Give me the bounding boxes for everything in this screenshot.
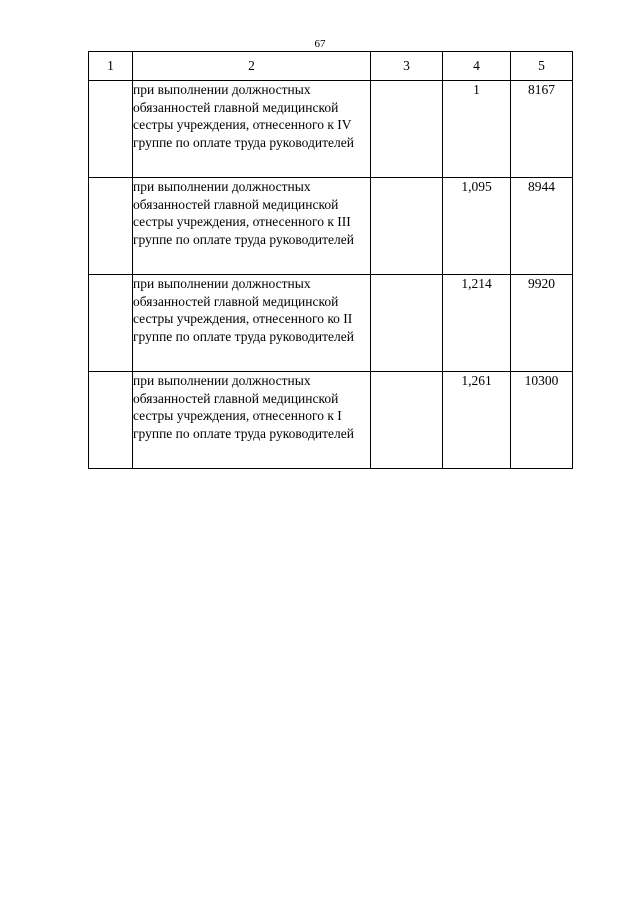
coefficient-cell: 1,261 bbox=[443, 372, 511, 469]
empty-cell bbox=[371, 178, 443, 275]
row-number-cell bbox=[89, 275, 133, 372]
description-cell: при выполнении должностных обязанностей главной медицинской сестры учреждения, отнесенного к IV группе по оплате труда руководителей bbox=[133, 81, 371, 178]
description-cell: при выполнении должностных обязанностей главной медицинской сестры учреждения, отнесенного ко II группе по оплате труда руководителей bbox=[133, 275, 371, 372]
coefficient-cell: 1,095 bbox=[443, 178, 511, 275]
coefficient-cell: 1 bbox=[443, 81, 511, 178]
table-row bbox=[89, 178, 573, 275]
row-number-cell bbox=[89, 372, 133, 469]
row-number-cell bbox=[89, 81, 133, 178]
empty-cell bbox=[371, 372, 443, 469]
amount-cell: 8944 bbox=[511, 178, 573, 275]
column-header-2: 2 bbox=[133, 52, 371, 81]
page-number: 67 bbox=[314, 38, 326, 50]
column-header-3: 3 bbox=[371, 52, 443, 81]
amount-cell: 10300 bbox=[511, 372, 573, 469]
column-header-5: 5 bbox=[511, 52, 573, 81]
description-cell: при выполнении должностных обязанностей главной медицинской сестры учреждения, отнесенного к III группе по оплате труда руководителей bbox=[133, 178, 371, 275]
description-cell: при выполнении должностных обязанностей главной медицинской сестры учреждения, отнесенного к I группе по оплате труда руководителей bbox=[133, 372, 371, 469]
salary-table bbox=[88, 51, 573, 469]
amount-cell: 9920 bbox=[511, 275, 573, 372]
empty-cell bbox=[371, 275, 443, 372]
row-number-cell bbox=[89, 178, 133, 275]
column-header-1: 1 bbox=[89, 52, 133, 81]
column-header-4: 4 bbox=[443, 52, 511, 81]
empty-cell bbox=[371, 81, 443, 178]
table-row bbox=[89, 275, 573, 372]
coefficient-cell: 1,214 bbox=[443, 275, 511, 372]
table-row bbox=[89, 372, 573, 469]
amount-cell: 8167 bbox=[511, 81, 573, 178]
table-row bbox=[89, 81, 573, 178]
table-header-row bbox=[89, 52, 573, 81]
